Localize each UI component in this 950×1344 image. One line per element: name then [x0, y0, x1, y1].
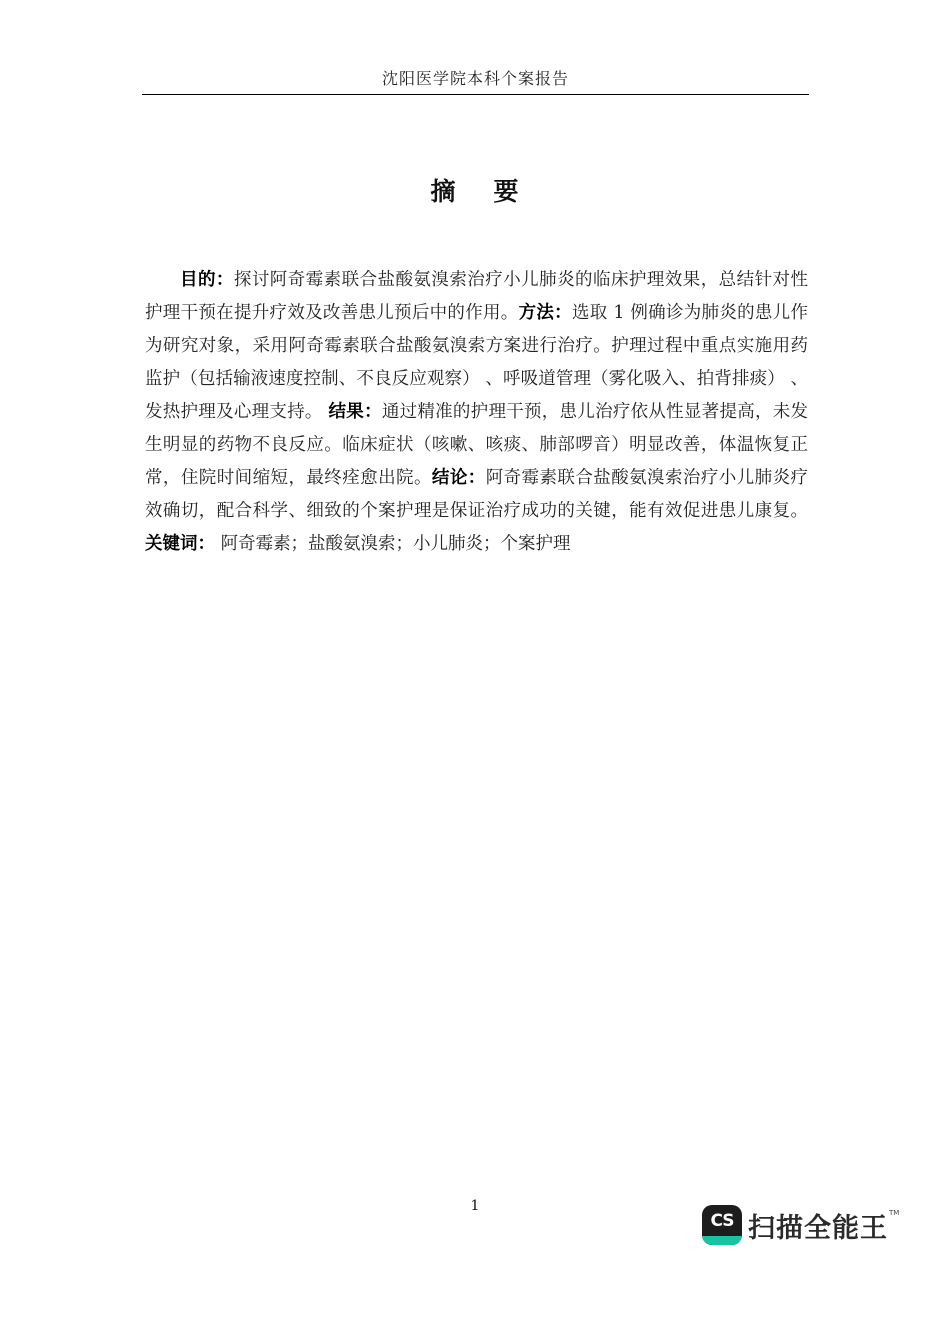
objective-label: 目的：: [180, 270, 234, 290]
title-char-2: 要: [493, 177, 521, 206]
abstract-title: [142, 172, 809, 208]
method-label: 方法：: [518, 303, 572, 323]
abstract-body: [145, 264, 808, 561]
result-text: 通过精准的护理干预，患儿治疗依从性显著提高，未发生明显的药物不良反应。临床症状（咳嗽、咳痰、肺部啰音）明显改善，体温恢复正常，住院时间缩短，最终痊愈出院。: [145, 402, 809, 488]
logo-badge-text: CS: [710, 1211, 734, 1231]
keywords-label: 关键词：: [145, 534, 215, 554]
scanner-watermark: [702, 1203, 899, 1247]
watermark-app-name: 扫描全能王: [748, 1212, 888, 1244]
running-header: 沈阳医学院本科个案报告: [381, 69, 569, 88]
camscanner-logo-icon: [702, 1205, 742, 1245]
keywords-text: 阿奇霉素；盐酸氨溴索；小儿肺炎；个案护理: [215, 534, 571, 554]
header-rule: [142, 94, 809, 95]
page-number: 1: [470, 1198, 480, 1214]
conclusion-text: 阿奇霉素联合盐酸氨溴索治疗小儿肺炎疗效确切，配合科学、细致的个案护理是保证治疗成功的关键，能有效促进患儿康复。: [145, 468, 809, 521]
objective-text: 探讨阿奇霉素联合盐酸氨溴索治疗小儿肺炎的临床护理效果，总结针对性护理干预在提升疗效及改善患儿预后中的作用。: [145, 270, 809, 323]
trademark-mark: TM: [889, 1209, 900, 1217]
method-text: 选取 1 例确诊为肺炎的患儿作为研究对象，采用阿奇霉素联合盐酸氨溴索方案进行治疗。护理过程中重点实施用药监护（包括输液速度控制、不良反应观察） 、呼吸道管理（雾化吸入、拍背排痰） 、发热护理及心理支持。: [145, 303, 808, 422]
title-char-1: 摘: [430, 177, 458, 206]
conclusion-label: 结论：: [431, 468, 486, 488]
result-label: 结果：: [328, 402, 382, 422]
